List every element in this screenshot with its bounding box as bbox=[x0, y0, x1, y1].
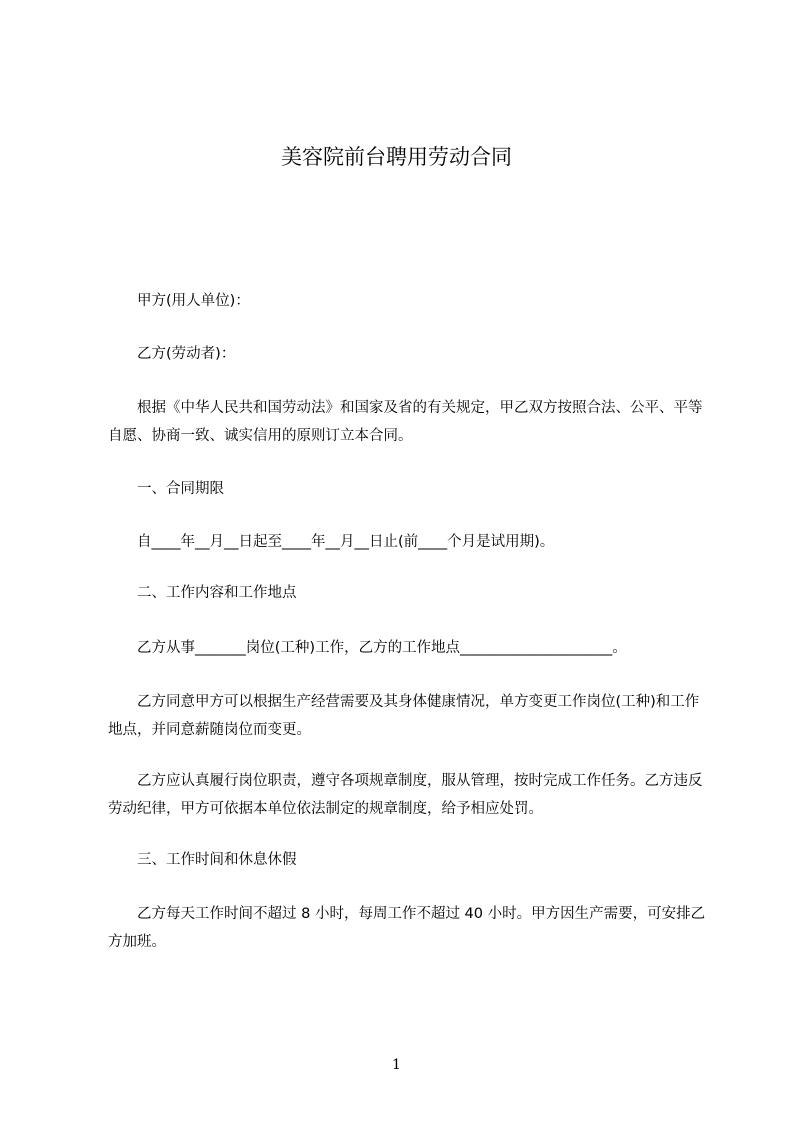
party-a-line: 甲方(用人单位)： bbox=[108, 293, 250, 309]
document-title: 美容院前台聘用劳动合同 bbox=[281, 145, 512, 169]
working-hours-paragraph: 乙方每天工作时间不超过 8 小时，每周工作不超过 40 小时。甲方因生产需要，可安排乙方加班。 bbox=[108, 906, 706, 950]
section-heading-contract-term: 一、合同期限 bbox=[108, 481, 224, 497]
duties-paragraph: 乙方应认真履行岗位职责，遵守各项规章制度，服从管理，按时完成工作任务。乙方违反劳动纪律，甲方可依据本单位依法制定的规章制度，给予相应处罚。 bbox=[108, 773, 703, 817]
contract-term-paragraph: 自____年__月__日起至____年__月__日止(前____个月是试用期)。 bbox=[108, 534, 555, 550]
position-change-paragraph: 乙方同意甲方可以根据生产经营需要及其身体健康情况，单方变更工作岗位(工种)和工作地点，并同意薪随岗位而变更。 bbox=[108, 694, 700, 738]
work-position-paragraph: 乙方从事_______岗位(工种)工作，乙方的工作地点_____________________。 bbox=[108, 640, 627, 656]
section-heading-working-hours: 三、工作时间和休息休假 bbox=[108, 852, 297, 868]
party-b-line: 乙方(劳动者)： bbox=[108, 346, 236, 362]
preamble-paragraph: 根据《中华人民共和国劳动法》和国家及省的有关规定，甲乙双方按照合法、公平、平等自愿、协商一致、诚实信用的原则订立本合同。 bbox=[108, 400, 703, 444]
section-heading-work-content: 二、工作内容和工作地点 bbox=[108, 585, 297, 601]
page-number: 1 bbox=[392, 1057, 401, 1073]
